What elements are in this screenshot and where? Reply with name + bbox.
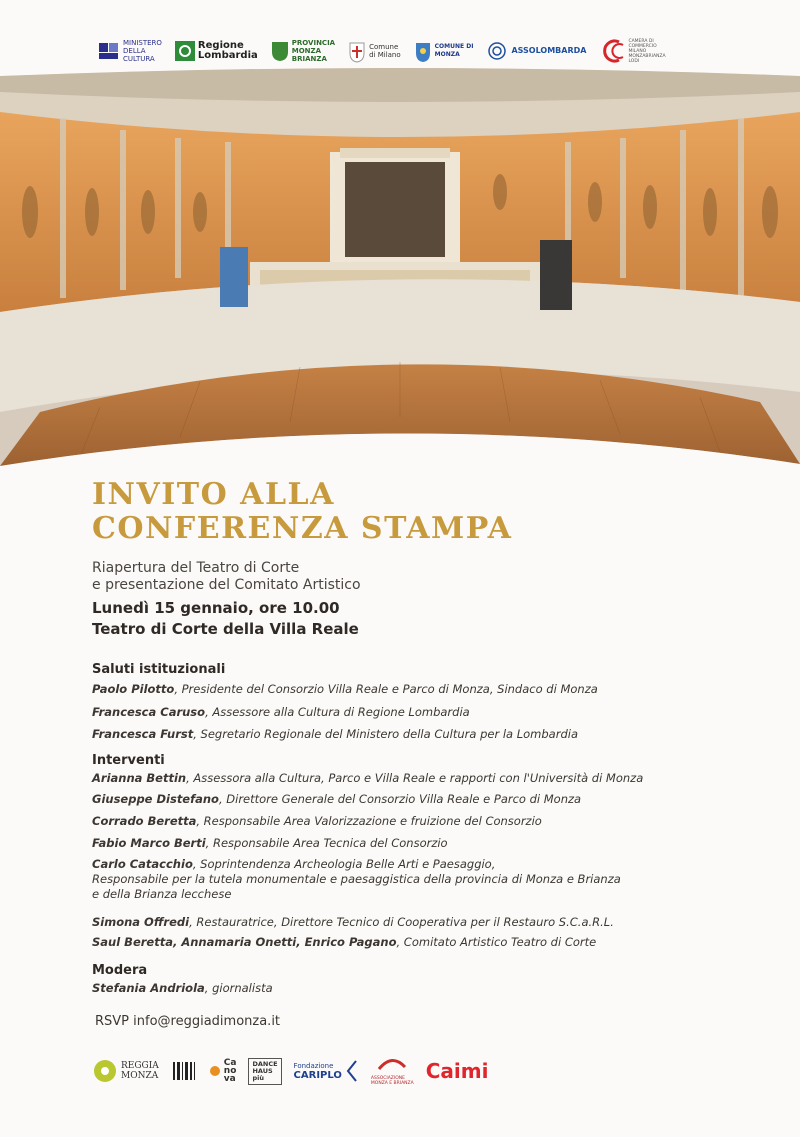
event-subtitle: Riapertura del Teatro di Corte e presentazione del Comitato Artistico [92, 560, 361, 593]
reggia-flower-icon [92, 1058, 118, 1084]
speaker-row: Francesca Caruso, Assessore alla Cultura di Regione Lombardia [92, 705, 470, 719]
fondazione-cariplo-logo: Fondazione CARIPLO [294, 1059, 359, 1083]
cariplo-mark-icon [345, 1059, 359, 1083]
regione-lombardia-logo: Regione Lombardia [175, 41, 258, 61]
assolombarda-mark-icon [486, 41, 508, 61]
comune-milano-logo: Comune di Milano [348, 39, 401, 63]
saluti-heading: Saluti istituzionali [92, 662, 226, 677]
speaker-row: Arianna Bettin, Assessora alla Cultura, Parco e Villa Reale e rapporti con l'Università di Monza [92, 771, 644, 785]
barcode-logo-icon [171, 1058, 197, 1084]
moderator-row: Stefania Andriola, giornalista [92, 981, 273, 995]
event-date: Lunedì 15 gennaio, ore 10.00 [92, 599, 340, 617]
event-place: Teatro di Corte della Villa Reale [92, 620, 359, 638]
dance-haus-logo: DANCE HAUS più [248, 1058, 281, 1085]
association-swirl-icon [377, 1057, 407, 1073]
partner-logos [92, 1050, 488, 1092]
teatro-di-corte-photo [0, 62, 800, 472]
reggia-monza-logo: REGGIA MONZA [92, 1058, 159, 1084]
event-details [92, 598, 359, 640]
speaker-row: Corrado Beretta, Responsabile Area Valorizzazione e fruizione del Consorzio [92, 814, 542, 828]
milano-crest-icon [348, 39, 366, 63]
speaker-row: Carlo Catacchio, Soprintendenza Archeologia Belle Arti e Paesaggio, Responsabile per la tutela monumentale e paesaggistica della provincia di Monza e Brianza e della Brianza lecchese [92, 857, 621, 901]
speaker-row: Paolo Pilotto, Presidente del Consorzio Villa Reale e Parco di Monza, Sindaco di Monza [92, 682, 598, 696]
ministero-cultura-logo: MINISTERO DELLA CULTURA [98, 39, 162, 63]
speaker-row: Francesca Furst, Segretario Regionale del Ministero della Cultura per la Lombardia [92, 727, 578, 741]
interventi-heading: Interventi [92, 753, 165, 768]
provincia-shield-icon [271, 40, 289, 62]
invitation-title: INVITO ALLA CONFERENZA STAMPA [92, 477, 513, 546]
modera-heading: Modera [92, 963, 148, 978]
comune-monza-logo: COMUNE DI MONZA [414, 39, 474, 63]
speaker-row: Fabio Marco Berti, Responsabile Area Tecnica del Consorzio [92, 836, 448, 850]
canova-logo: Ca no va [209, 1059, 237, 1083]
monza-crest-icon [414, 39, 432, 63]
camera-commercio-logo: CAMERA DI COMMERCIO MILANO MONZABRIANZA LODI [599, 38, 665, 64]
caimi-logo: Caimi [425, 1059, 489, 1083]
associazione-monza-brianza-logo: ASSOCIAZIONE MONZA E BRIANZA [371, 1057, 414, 1086]
speaker-row: Saul Beretta, Annamaria Onetti, Enrico Pagano, Comitato Artistico Teatro di Corte [92, 935, 597, 949]
speaker-row: Giuseppe Distefano, Direttore Generale del Consorzio Villa Reale e Parco di Monza [92, 792, 582, 806]
speaker-row: Simona Offredi, Restauratrice, Direttore Tecnico di Cooperativa per il Restauro S.C.a.R.L. [92, 915, 614, 929]
rosa-camuna-icon [175, 41, 195, 61]
canova-dot-icon [209, 1065, 221, 1077]
assolombarda-logo: ASSOLOMBARDA [486, 41, 586, 61]
provincia-monza-logo: PROVINCIA MONZA BRIANZA [271, 39, 335, 63]
camera-commercio-mark-icon [599, 38, 625, 64]
rsvp-contact[interactable]: RSVP info@reggiadimonza.it [95, 1014, 281, 1029]
ministero-emblem-icon [98, 40, 120, 62]
